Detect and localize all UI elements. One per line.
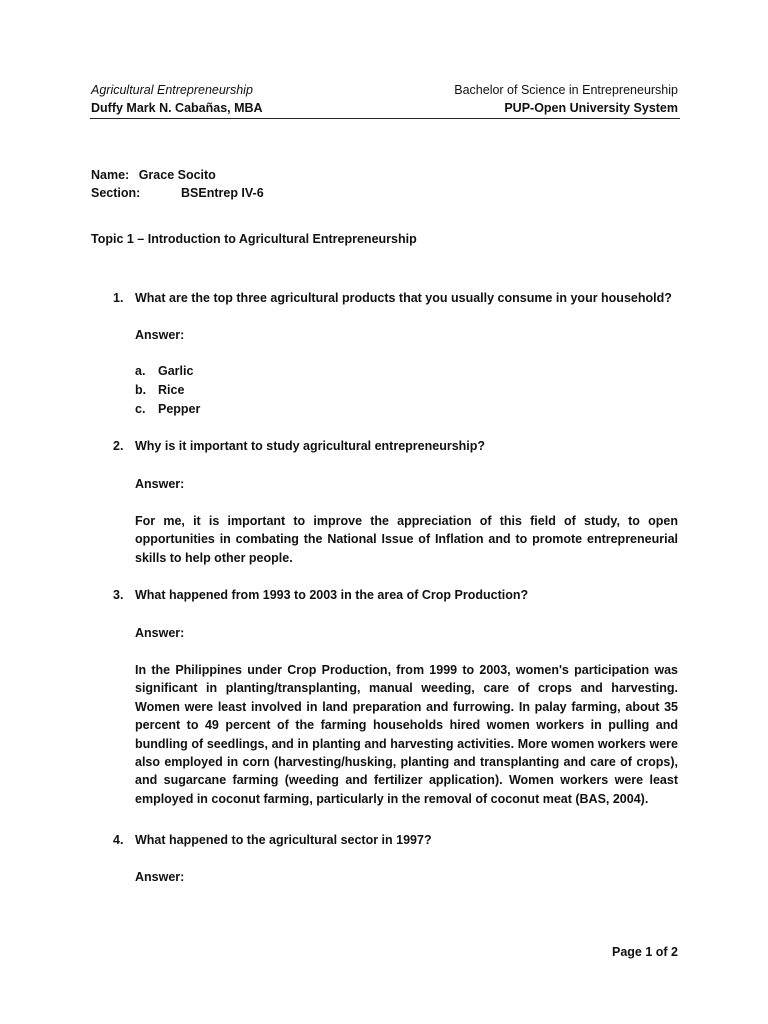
list-marker: c. (135, 402, 146, 416)
question-text: What happened from 1993 to 2003 in the area of Crop Production? (135, 588, 529, 602)
list-item (135, 381, 200, 400)
list-item (135, 362, 200, 381)
list-marker: a. (135, 364, 146, 378)
answer-list (135, 362, 200, 419)
question-text: What happened to the agricultural sector in 1997? (135, 833, 432, 847)
question-text: What are the top three agricultural products that you usually consume in your household? (135, 291, 672, 305)
question-2 (113, 437, 485, 455)
answer-paragraph: In the Philippines under Crop Production, from 1999 to 2003, women's participation was significant in planting/transplanting, manual weeding, care of crops and harvesting. Women were least involved in land preparation and furrowing. In palay farming, about 35 percent to 49 percent of the farming households hired women workers in pulling and bundling of seedlings, and in planting and harvesting activities. More women workers were also employed in corn (harvesting/husking, planting and transplanting and care of crops), and sugarcane farming (weeding and fertilizer application). Women workers were least employed in coconut farming, particularly in the removal of coconut meat (BAS, 2004). (135, 663, 678, 806)
name-value: Grace Socito (138, 168, 216, 182)
header-right (454, 81, 678, 117)
course-title: Agricultural Entrepreneurship (91, 83, 253, 97)
answer-label: Answer: (135, 870, 185, 884)
question-1 (113, 289, 672, 307)
institution-name: PUP-Open University System (504, 101, 678, 115)
answer-label: Answer: (135, 328, 185, 342)
question-number: 3. (113, 588, 124, 602)
answer-label: Answer: (135, 626, 185, 640)
page-number: Page 1 of 2 (612, 945, 678, 959)
program-name: Bachelor of Science in Entrepreneurship (454, 83, 678, 97)
list-item-text: Pepper (158, 402, 201, 416)
list-item-text: Garlic (158, 364, 194, 378)
list-item-text: Rice (158, 383, 185, 397)
name-label: Name: (91, 168, 130, 182)
section-value: BSEntrep IV-6 (181, 186, 264, 200)
header-divider (90, 118, 680, 119)
question-number: 2. (113, 439, 124, 453)
question-3 (113, 586, 528, 604)
question-4 (113, 831, 432, 849)
question-text: Why is it important to study agricultural entrepreneurship? (135, 439, 486, 453)
instructor-name: Duffy Mark N. Cabañas, MBA (91, 101, 263, 115)
question-number: 4. (113, 833, 124, 847)
topic-heading: Topic 1 – Introduction to Agricultural Entrepreneurship (91, 232, 417, 246)
header-left (91, 81, 263, 117)
list-item (135, 400, 200, 419)
answer-paragraph: For me, it is important to improve the appreciation of this field of study, to open opportunities in combating the National Issue of Inflation and to promote entrepreneurial skills to help other people. (135, 514, 678, 565)
student-name-row (91, 166, 216, 184)
section-label: Section: (91, 186, 141, 200)
list-marker: b. (135, 383, 147, 397)
student-section-row (91, 184, 264, 202)
answer-label: Answer: (135, 477, 185, 491)
question-number: 1. (113, 291, 124, 305)
